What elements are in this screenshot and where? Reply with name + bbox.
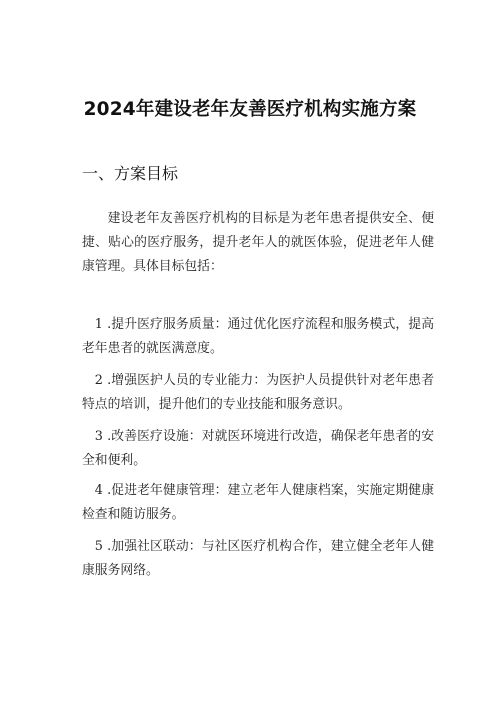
list-item-1: 1 .提升医疗服务质量：通过优化医疗流程和服务模式，提高老年患者的就医满意度。 <box>82 317 434 356</box>
document-title: 2024年建设老年友善医疗机构实施方案 <box>83 99 417 120</box>
list-item-3: 3 .改善医疗设施：对就医环境进行改造，确保老年患者的安全和便利。 <box>82 429 434 468</box>
section-heading: 一、方案目标 <box>82 164 179 183</box>
intro-paragraph: 建设老年友善医疗机构的目标是为老年患者提供安全、便捷、贴心的医疗服务，提升老年人的就医体验，促进老年人健康管理。具体目标包括： <box>82 211 434 274</box>
list-item-5: 5 .加强社区联动：与社区医疗机构合作，建立健全老年人健康服务网络。 <box>82 539 434 578</box>
list-item-2: 2 .增强医护人员的专业能力：为医护人员提供针对老年患者特点的培训，提升他们的专业技能和服务意识。 <box>82 373 434 412</box>
list-item-4: 4 .促进老年健康管理：建立老年人健康档案，实施定期健康检查和随访服务。 <box>82 483 434 522</box>
